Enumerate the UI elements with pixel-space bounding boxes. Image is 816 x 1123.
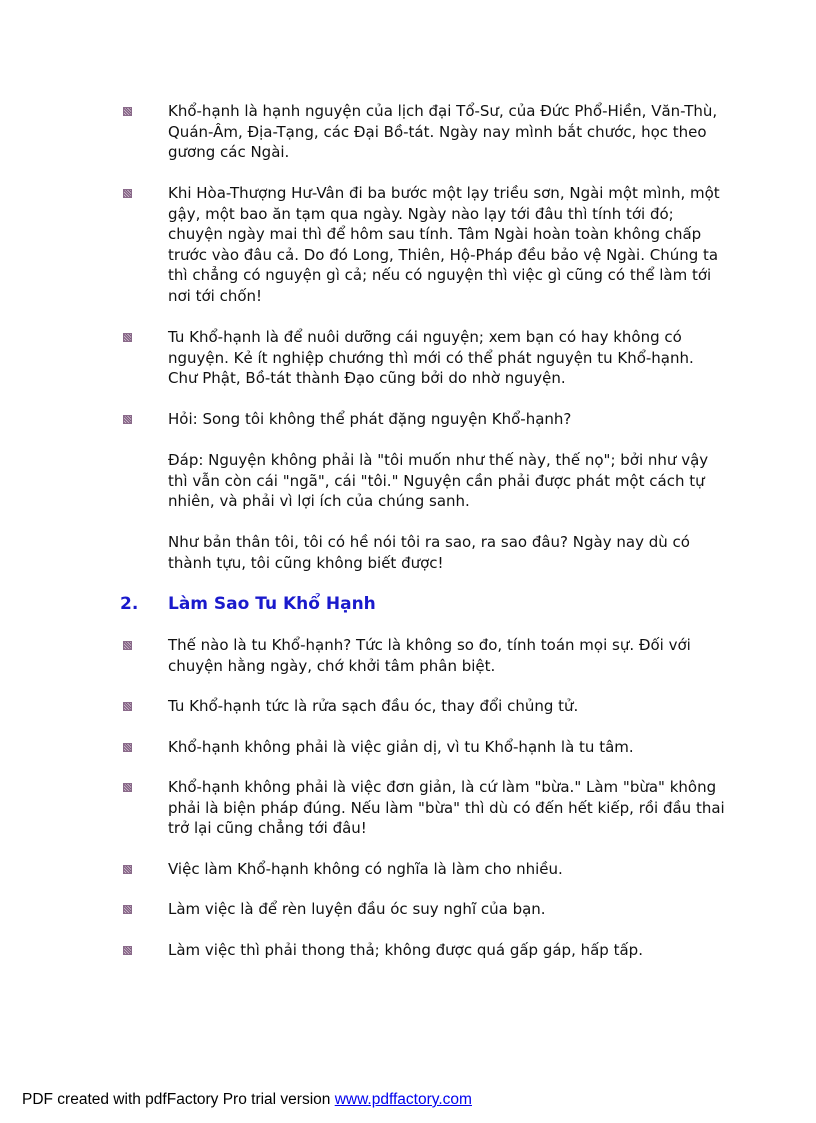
bullet-icon [123, 946, 132, 955]
list-item: Hỏi: Song tôi không thể phát đặng nguyện Khổ-hạnh? [168, 410, 572, 428]
footer-link[interactable]: www.pdffactory.com [334, 1091, 472, 1108]
list-item: Khổ-hạnh không phải là việc giản dị, vì tu Khổ-hạnh là tu tâm. [168, 738, 634, 756]
bullet-icon [123, 865, 132, 874]
list-item: Tu Khổ-hạnh là để nuôi dưỡng cái nguyện; xem bạn có hay không có nguyện. Kẻ ít nghiệp chướng thì mới có thể phát nguyện tu Khổ-hạnh. Chư Phật, Bồ-tát thành Đạo cũng bởi do nhờ nguyện. [168, 328, 694, 387]
list-item: Tu Khổ-hạnh tức là rửa sạch đầu óc, thay đổi chủng tử. [168, 697, 579, 715]
bullet-icon [123, 905, 132, 914]
list-item: Thế nào là tu Khổ-hạnh? Tức là không so đo, tính toán mọi sự. Đối với chuyện hằng ngày, chớ khởi tâm phân biệt. [168, 636, 691, 675]
section-number: 2. [120, 594, 139, 614]
answer-paragraph-2: Như bản thân tôi, tôi có hề nói tôi ra sao, ra sao đâu? Ngày nay dù có thành tựu, tôi cũng không biết được! [168, 533, 690, 572]
list-item: Khổ-hạnh không phải là việc đơn giản, là cứ làm "bừa." Làm "bừa" không phải là biện pháp đúng. Nếu làm "bừa" thì dù có đến hết kiếp, rồi đầu thai trở lại cũng chẳng tới đâu! [168, 778, 725, 837]
bullet-icon [123, 107, 132, 116]
list-item: Làm việc thì phải thong thả; không được quá gấp gáp, hấp tấp. [168, 941, 643, 959]
answer-paragraph: Đáp: Nguyện không phải là "tôi muốn như thế này, thế nọ"; bởi như vậy thì vẫn còn cái "ngã", cái "tôi." Nguyện cần phải được phát một cách tự nhiên, và phải vì lợi ích của chúng sanh. [168, 451, 709, 510]
pdf-footer [22, 1091, 472, 1109]
bullet-icon [123, 333, 132, 342]
list-item: Việc làm Khổ-hạnh không có nghĩa là làm cho nhiều. [168, 860, 563, 878]
bullet-icon [123, 783, 132, 792]
bullet-icon [123, 702, 132, 711]
list-item: Khi Hòa-Thượng Hư-Vân đi ba bước một lạy triều sơn, Ngài một mình, một gậy, một bao ăn tạm qua ngày. Ngày nào lạy tới đâu thì tính tới đó; chuyện ngày mai thì để hôm sau tính. Tâm Ngài hoàn toàn không chấp trước vào đâu cả. Do đó Long, Thiên, Hộ-Pháp đều bảo vệ Ngài. Chúng ta thì chẳng có nguyện gì cả; nếu có nguyện thì việc gì cũng có thể làm tới nơi tới chốn! [168, 184, 720, 305]
list-item: Làm việc là để rèn luyện đầu óc suy nghĩ của bạn. [168, 900, 546, 918]
footer-text: PDF created with pdfFactory Pro trial version [22, 1091, 335, 1108]
bullet-icon [123, 415, 132, 424]
section-title: Làm Sao Tu Khổ Hạnh [168, 594, 376, 614]
bullet-icon [123, 189, 132, 198]
bullet-icon [123, 641, 132, 650]
list-item: Khổ-hạnh là hạnh nguyện của lịch đại Tổ-Sư, của Đức Phổ-Hiền, Văn-Thù, Quán-Âm, Địa-Tạng, các Đại Bồ-tát. Ngày nay mình bắt chước, học theo gương các Ngài. [168, 102, 718, 161]
bullet-icon [123, 743, 132, 752]
